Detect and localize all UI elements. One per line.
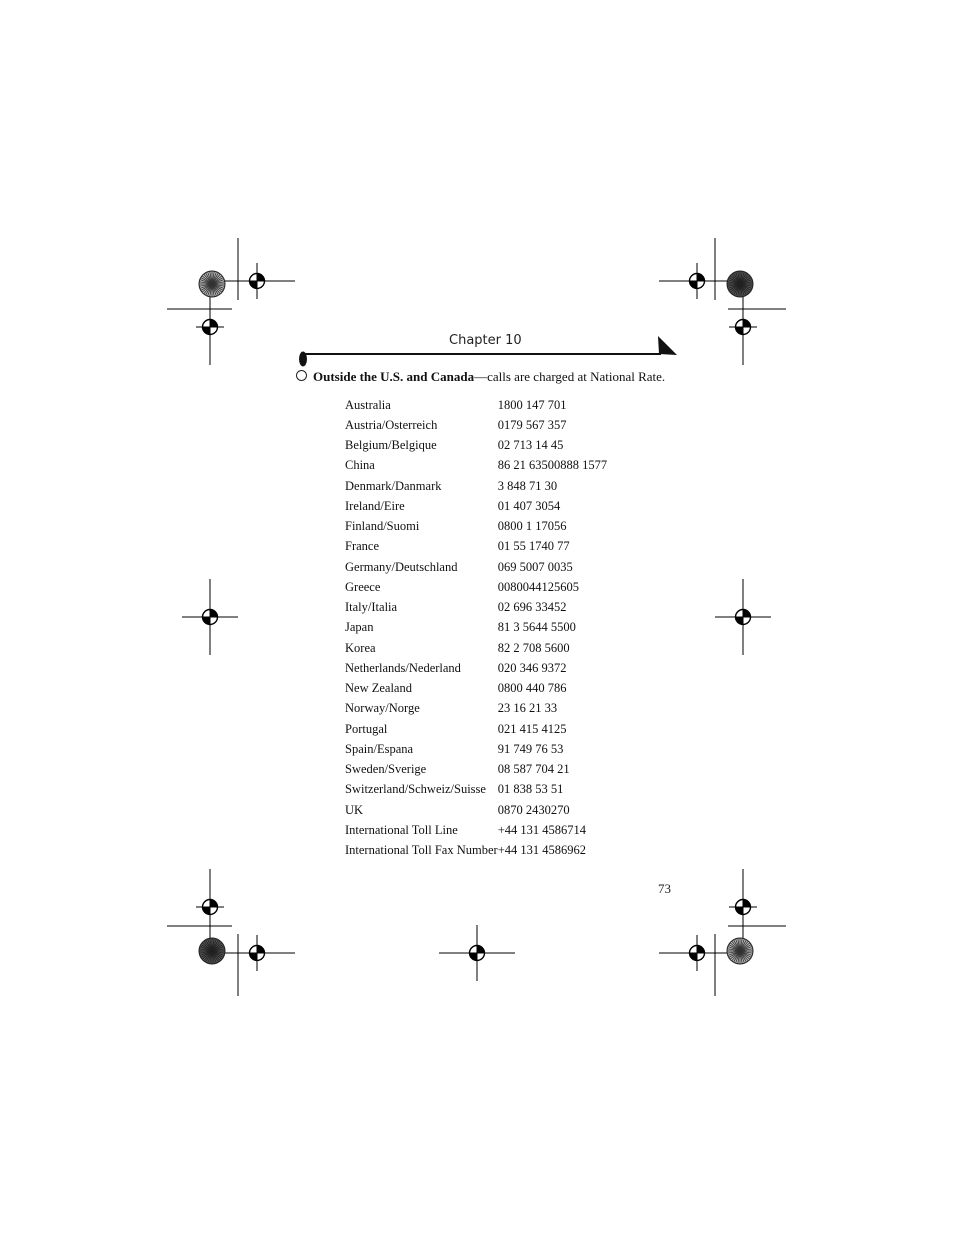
registration-mark: [182, 579, 238, 655]
registration-mark: [659, 263, 735, 299]
country-name: UK: [345, 802, 364, 817]
contact-table-body: [345, 395, 607, 861]
registration-mark: [729, 869, 757, 945]
country-name: Belgium/Belgique: [345, 438, 437, 453]
phone-number: 02 696 33452: [497, 600, 567, 615]
color-wheel-mark: [199, 938, 225, 964]
phone-number: 23 16 21 33: [497, 701, 558, 716]
intro-rest: —calls are charged at National Rate.: [474, 369, 666, 384]
page-number: 73: [658, 881, 671, 896]
registration-mark: [439, 925, 515, 981]
registration-mark: [219, 263, 295, 299]
chapter-header-bar: [296, 334, 678, 368]
country-name: Greece: [345, 579, 381, 594]
registration-mark: [715, 579, 771, 655]
phone-number: 0870 2430270: [497, 802, 570, 817]
country-name: Netherlands/Nederland: [345, 660, 461, 675]
country-name: Japan: [345, 620, 374, 635]
phone-number: +44 131 4586714: [497, 822, 586, 837]
country-name: Spain/Espana: [345, 741, 414, 756]
table-row: [345, 780, 607, 800]
table-row: [345, 699, 607, 719]
registration-mark: [659, 935, 735, 971]
phone-number: 0800 1 17056: [497, 519, 567, 534]
registration-mark: [196, 869, 224, 945]
phone-number: 91 749 76 53: [497, 741, 564, 756]
phone-number: 0800 440 786: [497, 681, 567, 696]
phone-number: 01 407 3054: [497, 498, 561, 513]
table-row: [345, 719, 607, 739]
phone-number: 01 55 1740 77: [497, 539, 570, 554]
registration-mark: [729, 289, 757, 365]
table-row: [345, 557, 607, 577]
phone-number: 81 3 5644 5500: [497, 620, 576, 635]
registration-mark: [219, 935, 295, 971]
country-name: Norway/Norge: [345, 701, 420, 716]
table-row: [345, 456, 607, 476]
phone-number: +44 131 4586962: [497, 843, 586, 858]
phone-number: 1800 147 701: [497, 397, 567, 412]
intro-text: [313, 369, 665, 385]
country-name: China: [345, 458, 375, 473]
table-row: [345, 841, 607, 861]
table-row: [345, 537, 607, 557]
table-row: [345, 415, 607, 435]
table-row: [345, 476, 607, 496]
contact-table: [345, 395, 607, 861]
phone-number: 01 838 53 51: [497, 782, 564, 797]
table-row: [345, 800, 607, 820]
country-name: Austria/Osterreich: [345, 417, 438, 432]
phone-number: 02 713 14 45: [497, 438, 564, 453]
color-wheel-mark: [727, 271, 753, 297]
table-row: [345, 395, 607, 415]
country-name: Switzerland/Schweiz/Suisse: [345, 782, 486, 797]
country-name: International Toll Fax Number: [345, 843, 498, 858]
color-wheel-mark: [727, 938, 753, 964]
table-row: [345, 577, 607, 597]
country-name: Denmark/Danmark: [345, 478, 442, 493]
table-row: [345, 679, 607, 699]
table-row: [345, 658, 607, 678]
country-name: International Toll Line: [345, 822, 458, 837]
chapter-title: Chapter 10: [449, 333, 522, 348]
country-name: Italy/Italia: [345, 600, 398, 615]
table-row: [345, 638, 607, 658]
country-name: Korea: [345, 640, 376, 655]
country-name: Germany/Deutschland: [345, 559, 458, 574]
country-name: Australia: [345, 397, 391, 412]
phone-number: 0179 567 357: [497, 417, 567, 432]
table-row: [345, 739, 607, 759]
country-name: France: [345, 539, 380, 554]
table-row: [345, 598, 607, 618]
phone-number: 3 848 71 30: [497, 478, 558, 493]
phone-number: 069 5007 0035: [497, 559, 573, 574]
table-row: [345, 618, 607, 638]
phone-number: 021 415 4125: [497, 721, 567, 736]
phone-number: 08 587 704 21: [497, 762, 570, 777]
country-name: Sweden/Sverige: [345, 762, 427, 777]
country-name: Finland/Suomi: [345, 519, 420, 534]
country-name: New Zealand: [345, 681, 412, 696]
table-row: [345, 820, 607, 840]
table-row: [345, 517, 607, 537]
intro-bold: Outside the U.S. and Canada: [313, 369, 475, 384]
table-row: [345, 496, 607, 516]
color-wheel-mark: [199, 271, 225, 297]
country-name: Ireland/Eire: [345, 498, 405, 513]
registration-mark: [196, 289, 224, 365]
bullet-icon: [296, 370, 307, 381]
country-name: Portugal: [345, 721, 388, 736]
phone-number: 82 2 708 5600: [497, 640, 570, 655]
phone-number: 0080044125605: [497, 579, 579, 594]
table-row: [345, 760, 607, 780]
phone-number: 86 21 63500888 1577: [497, 458, 608, 473]
table-row: [345, 436, 607, 456]
phone-number: 020 346 9372: [497, 660, 567, 675]
